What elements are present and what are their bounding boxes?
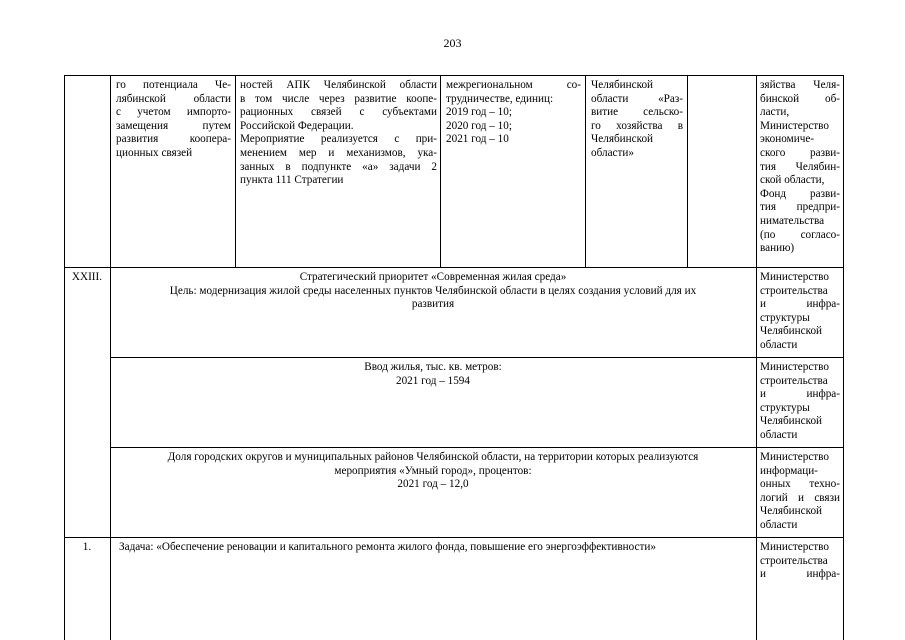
responsible-line: структуры xyxy=(760,311,810,324)
responsible-line: экономиче- xyxy=(760,133,815,146)
responsible-line: ванию) xyxy=(760,242,795,255)
section-number: XXIII. xyxy=(71,271,103,283)
responsible-line: Фонд разви- xyxy=(760,187,840,200)
smart-city-indicator-label: Доля городских округов и муниципальных районов Челябинской области, на территории которых реализуются xyxy=(167,451,699,463)
measure-line: ностей АПК Челябинской области xyxy=(240,79,437,91)
responsible-line: области xyxy=(760,518,798,531)
responsible-line: Челябинской xyxy=(760,505,823,518)
program-line: Челябинской xyxy=(591,79,654,91)
responsible-line: нимательства xyxy=(760,214,825,227)
indicator-line: трудничестве, единиц: xyxy=(446,92,554,105)
responsible-line: онных техно- xyxy=(760,478,840,491)
program-line: Челябинской xyxy=(591,133,654,146)
responsible-line: строительства xyxy=(760,374,828,387)
smart-city-indicator-value: 2021 год – 12,0 xyxy=(397,478,469,491)
measure-line: менением мер и механизмов, ука- xyxy=(240,146,437,159)
goal-line: ционных связей xyxy=(116,146,193,159)
responsible-line: тия предпри- xyxy=(760,201,840,214)
goal-line: лябинской области xyxy=(116,92,231,105)
housing-indicator-label: Ввод жилья, тыс. кв. метров: xyxy=(364,361,502,373)
responsible-line: и инфра- xyxy=(760,388,840,401)
responsible-line: зяйства Челя- xyxy=(760,79,840,91)
measure-line: в том числе через развитие коопе- xyxy=(240,92,437,105)
goal-line: замещения путем xyxy=(116,119,231,132)
responsible-cell xyxy=(760,451,840,533)
section-heading xyxy=(112,271,754,312)
responsible-line: Челябинской xyxy=(760,325,823,338)
task-number: 1. xyxy=(82,541,92,553)
housing-indicator-value: 2021 год – 1594 xyxy=(395,374,470,387)
responsible-line: бинской об- xyxy=(760,92,840,105)
responsible-line: и инфра- xyxy=(760,568,840,581)
task-text: Задача: «Обеспечение реновации и капитального ремонта жилого фонда, повышение его энергоэффективности» xyxy=(119,541,656,553)
responsible-cell xyxy=(760,361,840,443)
measure-line: Мероприятие реализуется с при- xyxy=(240,133,437,146)
responsible-line: Челябинской xyxy=(760,415,823,428)
goal-cell xyxy=(116,79,231,161)
program-line: области «Раз- xyxy=(591,92,683,105)
responsible-line: области xyxy=(760,428,798,441)
responsible-cell xyxy=(760,541,840,582)
priority-title: Стратегический приоритет «Современная жилая среда» xyxy=(299,271,567,283)
indicator-line: 2019 год – 10; xyxy=(446,106,512,119)
responsible-line: ской области, xyxy=(760,174,825,187)
goal-text-continued: развития xyxy=(411,298,455,311)
indicator-line: межрегиональном со- xyxy=(446,79,581,91)
responsible-line: (по согласо- xyxy=(760,228,840,241)
responsible-cell xyxy=(760,79,840,256)
responsible-line: Министерство xyxy=(760,271,829,283)
responsible-cell xyxy=(760,271,840,353)
responsible-line: Министерство xyxy=(760,119,829,132)
responsible-line: тия Челябин- xyxy=(760,160,840,173)
responsible-line: логий и связи xyxy=(760,491,840,504)
goal-line: развития коопера- xyxy=(116,133,231,146)
goal-text: Цель: модернизация жилой среды населенных пунктов Челябинской области в целях создания условий для их xyxy=(169,284,697,297)
responsible-line: строительства xyxy=(760,284,828,297)
housing-indicator xyxy=(112,361,754,388)
responsible-line: информаци- xyxy=(760,464,818,477)
measure-line: Российской Федерации. xyxy=(240,119,354,132)
responsible-line: структуры xyxy=(760,401,810,414)
page-number: 203 xyxy=(443,36,462,50)
measure-line: рационных связей с субъектами xyxy=(240,106,437,119)
responsible-line: Министерство xyxy=(760,541,829,553)
goal-line: с учетом импорто- xyxy=(116,106,231,119)
measure-cell xyxy=(240,79,437,188)
goal-line: го потенциала Че- xyxy=(116,79,231,91)
program-line: витие сельско- xyxy=(591,106,683,119)
measure-line: занных в подпункте «а» задачи 2 xyxy=(240,160,437,173)
responsible-line: строительства xyxy=(760,554,828,567)
responsible-line: и инфра- xyxy=(760,298,840,311)
smart-city-indicator-label-continued: мероприятия «Умный город», процентов: xyxy=(334,464,532,477)
program-line: области» xyxy=(591,146,634,159)
indicator-cell xyxy=(446,79,581,147)
program-line: го хозяйства в xyxy=(591,119,683,132)
responsible-line: области xyxy=(760,338,798,351)
indicator-line: 2020 год – 10; xyxy=(446,119,512,132)
program-cell xyxy=(591,79,683,161)
responsible-line: ского разви- xyxy=(760,146,840,159)
responsible-line: Министерство xyxy=(760,451,829,463)
responsible-line: Министерство xyxy=(760,361,829,373)
responsible-line: ласти, xyxy=(760,106,790,119)
measure-line: пункта 111 Стратегии xyxy=(240,174,344,187)
indicator-line: 2021 год – 10 xyxy=(446,133,509,146)
smart-city-indicator xyxy=(112,451,754,492)
